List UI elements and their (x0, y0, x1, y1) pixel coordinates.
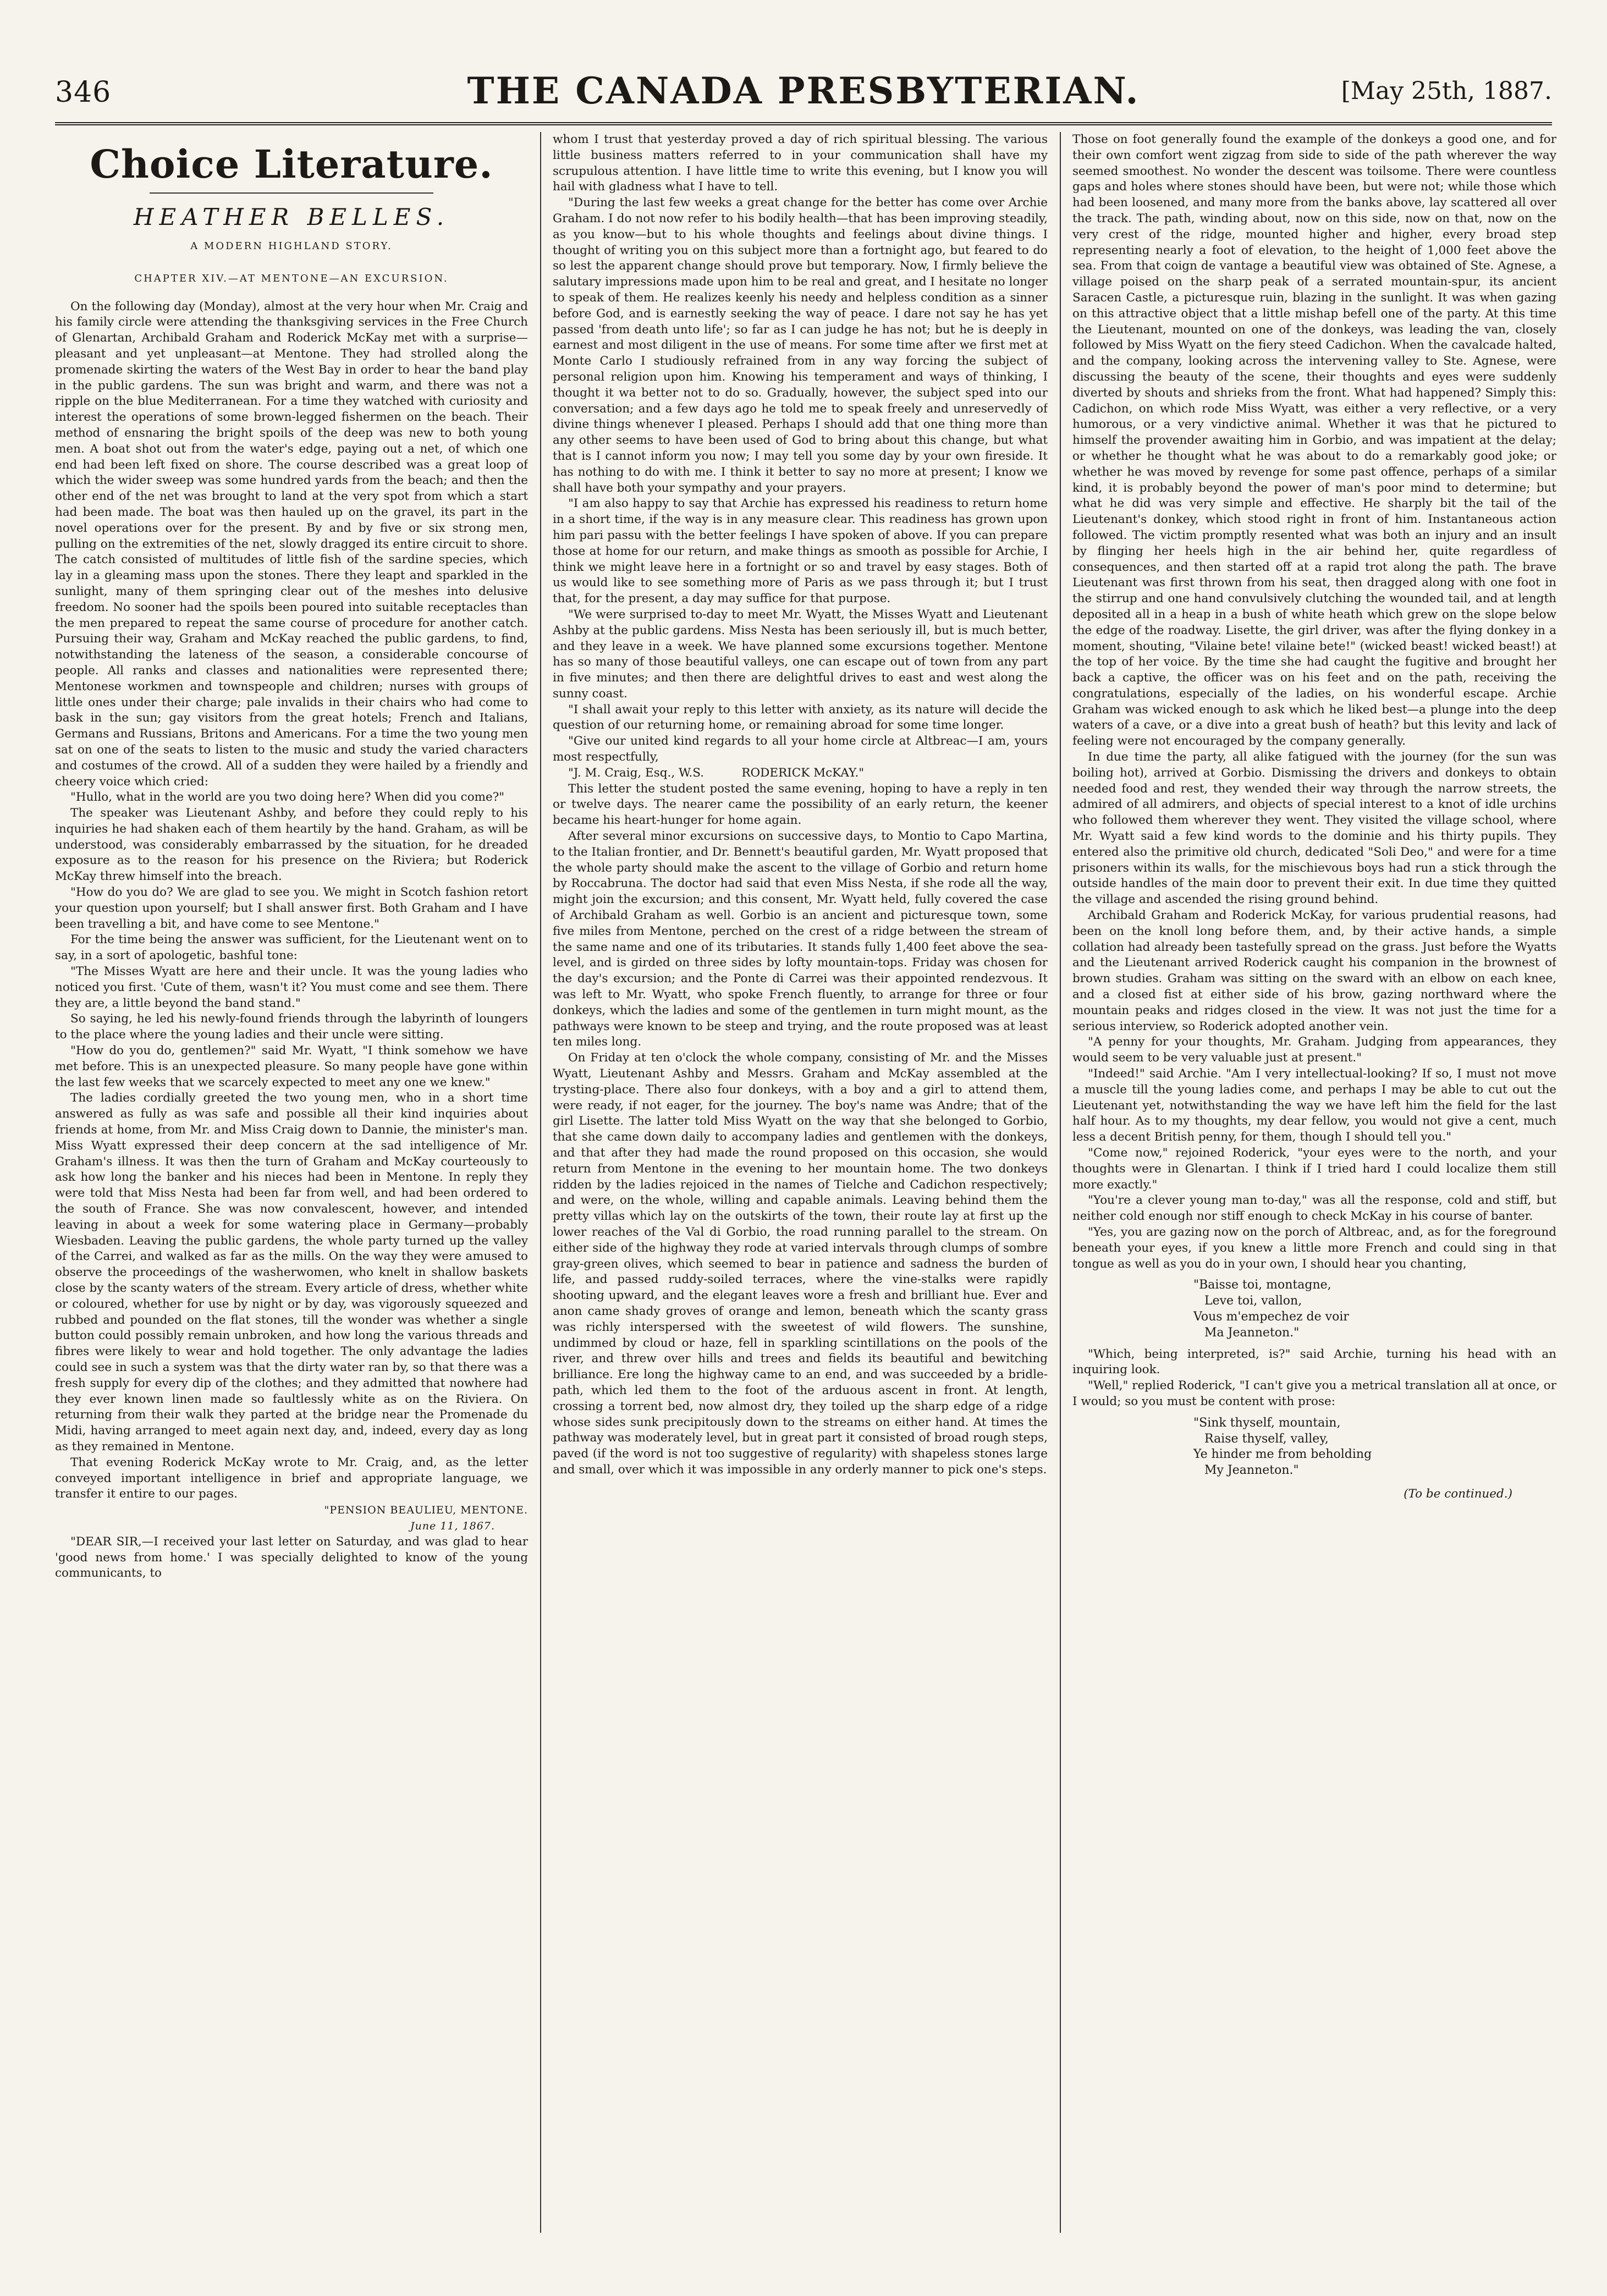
paragraph: The speaker was Lieutenant Ashby, and before they could reply to his inquiries he had shaken each of them heartily by the hand. Graham, as will be understood, was considerably embarrassed by the situation, for he dreaded exposure as to the reason for his presence on the Riviera; but Roderick McKay threw himself into the breach. (55, 806, 528, 884)
paragraph: "Indeed!" said Archie. "Am I very intellectual-looking? If so, I must not move a muscle till the young ladies come, and perhaps I may be able to cut out the Lieutenant yet, notwithstanding the way we have left him the field for the last half hour. As to my thoughts, my dear fellow, you would not give a cent, much less a decent British penny, for them, though I should tell you." (1072, 1067, 1556, 1144)
letter-dateline-date: June 11, 1867. (410, 1519, 495, 1532)
column-2 (553, 132, 1048, 2233)
paragraph: For the time being the answer was sufficient, for the Lieutenant went on to say, in a sort of apologetic, bashful tone: (55, 933, 528, 963)
column-rule (540, 132, 541, 2233)
paragraph: "I shall await your reply to this letter with anxiety, as its nature will decide the question of our returning home, or remaining abroad for some time longer. (553, 702, 1048, 733)
verse-line: Raise thyself, valley, (1204, 1431, 1329, 1446)
paragraph: "Well," replied Roderick, "I can't give you a metrical translation all at once, or I would; so you must be content with prose: (1072, 1379, 1556, 1408)
paragraph: Archibald Graham and Roderick McKay, for various prudential reasons, had been on the knoll long before them, and, by their active hands, a simple collation had already been tastefully spread on the grass. Just before the Wyatts and the Lieutenant arrived Roderick caught his companion in the brownest of brown studies. Graham was sitting on the sward with an elbow on each knee, and a closed fist at either side of his brow, gazing northward where the mountain peaks and ridges closed in the view. It was not just the time for a serious interview, so Roderick adopted another vein. (1072, 909, 1556, 1033)
paragraph: "You're a clever young man to-day," was all the response, cold and stiff, but neither cold enough nor stiff enough to check McKay in his course of banter. (1072, 1193, 1556, 1224)
paragraph: "How do you do, gentlemen?" said Mr. Wyatt, "I think somehow we have met before. This is an unexpected pleasure. So many people have gone within the last few weeks that we scarcely expected to meet any one we knew." (55, 1044, 528, 1089)
page-number: 346 (55, 76, 112, 109)
paragraph: "Come now," rejoined Roderick, "your eyes were to the north, and your thoughts were in Glenartan. I think if I tried hard I could localize them still more exactly." (1072, 1146, 1556, 1192)
paragraph: So saying, he led his newly-found friends through the labyrinth of loungers to the place where the young ladies and their uncle were sitting. (55, 1012, 528, 1042)
masthead (55, 66, 1552, 126)
paragraph: Those on foot generally found the example of the donkeys a good one, and for their own comfort went zigzag from side to side of the path wherever the way seemed smoothest. No wonder the descent was toilsome. There were countless gaps and holes where stones should have been, but were not; while those which had been loosened, and many more from the banks above, lay scattered all over the track. The path, winding about, now on this side, now on that, now on the very crest of the ridge, mounted higher and higher, every broad step representing nearly a foot of elevation, to the height of 1,000 feet above the sea. From that coign de vantage a beautiful view was obtained of Ste. Agnese, a village poised on the sharp peak of a serrated mountain-spur, its ancient Saracen Castle, a picturesque ruin, blazing in the sunlight. It was when gazing on this attractive object that a little mishap befell one of the party. At this time the Lieutenant, mounted on one of the donkeys, was leading the van, closely followed by Miss Wyatt on the fiery steed Cadichon. When the cavalcade halted, and the company, looking across the intervening valley to Ste. Agnese, were discussing the beauty of the scene, their thoughts and eyes were suddenly diverted by shouts and shrieks from the front. What had happened? Simply this: Cadichon, on which rode Miss Wyatt, was either a very reflective, or a very humorous, or a very vindictive animal. Whether it was that he pictured to himself the provender awaiting him in Gorbio, and was impatient at the delay; or whether he thought what he was about to do a remarkably good joke; or whether he was moved by revenge for some past offence, perhaps of a similar kind, it is probably beyond the power of man's poor mind to determine; but what he did was very simple and effective. He sharply bit the tail of the Lieutenant's donkey, which stood right in front of him. Instantaneous action followed. The victim promptly resented what was both an injury and an insult by flinging her heels high in the air behind her, quite regardless of consequences, and then started off at a rapid trot along the path. The brave Lieutenant was first thrown from his seat, then dragged along with one foot in the stirrup and one hand convulsively clutching the wounded tail, and at length deposited all in a heap in a bush of white heath which grew on the slope below the edge of the roadway. Lisette, the girl driver, was after the flying donkey in a moment, shouting, "Vilaine bete! vilaine bete!" (wicked beast! wicked beast!) at the top of her voice. By the time she had caught the fugitive and brought her back a captive, the officer was on his feet and on the path, receiving the congratulations, especially of the ladies, on his wonderful escape. Archie Graham was wicked enough to ask which he liked best—a plunge into the deep waters of a cave, or a dive into a great bush of heath? but this levity and lack of feeling were not encouraged by the company generally. (1072, 133, 1556, 748)
verse-line: "Baisse toi, montagne, (1193, 1278, 1331, 1292)
newspaper-title: THE CANADA PRESBYTERIAN. (467, 69, 1140, 112)
column-3 (1072, 132, 1556, 2233)
chapter-heading: CHAPTER XIV.—AT MENTONE—AN EXCURSION. (134, 272, 449, 284)
paragraph: "The Misses Wyatt are here and their uncle. It was the young ladies who noticed you first. 'Cute of them, wasn't it? You must come and see them. There they are, a little beyond the band stand." (55, 965, 528, 1010)
column-1 (55, 132, 528, 2233)
paragraph: That evening Roderick McKay wrote to Mr. Craig, and, as the letter conveyed important intelligence in brief and appropriate language, we transfer it entire to our pages. (55, 1455, 528, 1501)
paragraph: "Hullo, what in the world are you two doing here? When did you come?" (70, 790, 505, 805)
paragraph: "A penny for your thoughts, Mr. Graham. Judging from appearances, they would seem to be very valuable just at present." (1072, 1035, 1556, 1065)
paragraph: "We were surprised to-day to meet Mr. Wyatt, the Misses Wyatt and Lieutenant Ashby at the public gardens. Miss Nesta has been seriously ill, but is much better, and they leave in a week. We have planned some excursions together. Mentone has so many of those beautiful valleys, one can escape out of town from any part in five minutes; and then there are delightful drives to east and west along the sunny coast. (553, 607, 1048, 701)
paragraph: "Give our united kind regards to all your home circle at Altbreac—I am, yours most respectfully, (553, 734, 1048, 764)
paragraph: In due time the party, all alike fatigued with the journey (for the sun was boiling hot), arrived at Gorbio. Dismissing the drivers and donkeys to obtain needed food and rest, they wended their way through the narrow streets, the admired of all admirers, and objects of special interest to a knot of idle urchins who followed them wherever they went. They visited the village school, where Mr. Wyatt said a few kind words to the dominie and his thirty pupils. They entered also the primitive old church, dedicated "Soli Deo," and were for a time prisoners within its walls, for the mischievous boys had run a stick through the outside handles of the main door to prevent their exit. In due time they quitted the village and ascended the rising ground behind. (1072, 750, 1556, 907)
paragraph: "Which, being interpreted, is?" said Archie, turning his head with an inquiring look. (1072, 1347, 1556, 1377)
paragraph: whom I trust that yesterday proved a day of rich spiritual blessing. The various little business matters referred to in your communication shall have my scrupulous attention. I have little time to write this evening, but I know you will hail with gladness what I have to tell. (553, 133, 1048, 194)
letter-opening: "DEAR SIR,—I received your last letter on Saturday, and was glad to hear 'good news from home.' I was specially delighted to know of the young communicants, to (55, 1534, 528, 1581)
title-rule (150, 192, 433, 194)
letter-dateline-place: "PENSION BEAULIEU, MENTONE. (324, 1504, 528, 1517)
paragraph: On Friday at ten o'clock the whole company, consisting of Mr. and the Misses Wyatt, Lieutenant Ashby and Messrs. Graham and McKay assembled at the trysting-place. There also four donkeys, with a boy and a girl to attend them, were ready, if not eager, for the journey. The boy's name was Andre; that of the girl Lisette. The latter told Miss Wyatt on the way that she belonged to Gorbio, that she came down daily to accompany ladies and gentlemen with the donkeys, and that after they had made the round proposed on this occasion, she would return from Mentone in the evening to her mountain home. The two donkeys ridden by the ladies rejoiced in the names of Tielche and Cadichon respectively; and were, on the whole, willing and capable animals. Leaving behind them the pretty villas which lay on the outskirts of the town, their route lay at first up the lower reaches of the Val di Gorbio, the road running parallel to the stream. On either side of the highway they rode at varied intervals through clumps of sombre gray-green olives, which seemed to bear in patience and sadness the burden of life, and passed ruddy-soiled terraces, where the vine-stalks were rapidly shooting upward, and the elegant leaves wore a fresh and brilliant hue. Ever and anon came shady groves of orange and lemon, beneath which the scanty grass was richly interspersed with the sweetest of wild flowers. The sunshine, undimmed by cloud or haze, fell in sparkling scintillations on the pools of the river, and threw over hills and trees and fields its beautiful and bewitching brilliance. Ere long the highway came to an end, and was succeeded by a bridle-path, which led them to the foot of the arduous ascent in front. At length, crossing a torrent bed, now almost dry, they toiled up the sharp edge of a ridge whose sides sunk precipitously down to the streams on either hand. At times the pathway was moderately level, but in great part it consisted of broad rough steps, paved (if the word is not too suggestive of regularity) with shapeless stones large and small, over which it was impossible in any orderly manner to pick one's steps. (553, 1051, 1048, 1477)
verse-line: "Sink thyself, mountain, (1193, 1416, 1341, 1430)
paragraph: "Yes, you are gazing now on the porch of Altbreac, and, as for the foreground beneath your eyes, if you knew a little more French and could sing in that tongue as well as you do in your own, I should hear you chanting, (1072, 1225, 1556, 1271)
column-rule (1060, 132, 1061, 2233)
paragraph: This letter the student posted the same evening, hoping to have a reply in ten or twelve days. The nearer came the possibility of an early return, the keener became his heart-hunger for home again. (553, 781, 1048, 828)
letter-signature: "J. M. Craig, Esq., W.S. RODERICK McKAY." (568, 766, 865, 780)
verse-line: My Jeanneton." (1204, 1463, 1299, 1478)
paragraph: "How do you do? We are glad to see you. We might in Scotch fashion retort your question upon yourself; but I shall answer first. Both Graham and I have been travelling a bit, and have come to see Mentone." (55, 885, 528, 931)
paragraph: The ladies cordially greeted the two young men, who in a short time answered as fully as was safe and possible all their kind inquiries about friends at home, from Mr. and Miss Craig down to Dannie, the minister's man. Miss Wyatt expressed their deep concern at the sad intelligence of Mr. Graham's illness. It was then the turn of Graham and McKay courteously to ask how long the banker and his nieces had been in Mentone. In reply they were told that Miss Nesta had been far from well, and had been ordered to the south of France. She was now convalescent, however, and intended leaving in about a week for some watering place in Germany—probably Wiesbaden. Leaving the public gardens, the whole party turned up the valley of the Carrei, and walked as far as the mills. On the way they were amused to observe the proceedings of the washerwomen, who knelt in shallow baskets close by the scanty waters of the stream. Every article of dress, whether white or coloured, whether for use by night or by day, was vigorously squeezed and rubbed and pounded on the flat stones, till the wonder was whether a single button could possibly remain unbroken, and how long the various threads and fibres were likely to wear and hold together. The only advantage the ladies could see in such a system was that the dirty water ran by, so that there was a fresh supply for every dip of the clothes; and they admitted that nowhere had they ever known linen made so faultlessly white as on the Riviera. On returning from their walk they parted at the bridge near the Promenade du Midi, having arranged to meet again next day, and, indeed, every day as long as they remained in Mentone. (55, 1091, 528, 1453)
verse-line: Ma Jeanneton." (1204, 1325, 1300, 1340)
section-title: Choice Literature. (90, 141, 493, 187)
verse-line: Vous m'empechez de voir (1193, 1309, 1349, 1324)
verse-line: Ye hinder me from beholding (1193, 1447, 1372, 1462)
story-subtitle: A MODERN HIGHLAND STORY. (190, 240, 393, 252)
paragraph: "During the last few weeks a great change for the better has come over Archie Graham. I do not now refer to his bodily health—that has been improving steadily, as you know—but to his whole thoughts and feelings about divine things. I thought of writing you on this subject more than a fortnight ago, but feared to do so lest the apparent change should prove but temporary. Now, I firmly believe the salutary impressions made upon him to be real and great, and I hesitate no longer to speak of them. He realizes keenly his needy and helpless condition as a sinner before God, and is earnestly seeking the way of peace. I dare not say he has yet passed 'from death unto life'; so far as I can judge he has not; but he is deeply in earnest and most diligent in the use of means. For some time after we first met at Monte Carlo I studiously refrained from in any way forcing the subject of personal religion upon him. Knowing his temperament and ways of thinking, I thought it wa better not to do so. Gradually, however, the subject sped into our conversation; and a few days ago he told me to speak freely and unreservedly of divine things whenever I pleased. Perhaps I should add that one thing more than any other seems to have been used of God to bring about this change, but what that is I cannot inform you now; I may tell you some day by your own fireside. It has nothing to do with me. I think it better to say no more at present; I know we shall have both your sympathy and your prayers. (553, 196, 1048, 495)
continued-note: (To be continued.) (1404, 1486, 1512, 1501)
verse-line: Leve toi, vallon, (1204, 1294, 1302, 1308)
issue-date: [May 25th, 1887. (1341, 77, 1552, 105)
paragraph: On the following day (Monday), almost at the very hour when Mr. Craig and his family circle were attending the thanksgiving services in the Free Church of Glenartan, Archibald Graham and Roderick McKay met with a surprise—pleasant and yet unpleasant—at Mentone. They had strolled along the promenade skirting the waters of the West Bay in order to hear the band play in the public gardens. The sun was bright and warm, and there was not a ripple on the blue Mediterranean. For a time they watched with curiosity and interest the operations of some brown-legged fishermen on the beach. Their method of ensnaring the bright spoils of the deep was new to both young men. A boat shot out from the water's edge, paying out a net, of which one end had been left fixed on shore. The course described was a great loop of which the wider sweep was some hundred yards from the beach; and then the other end of the net was brought to land at the very spot from which a start had been made. The boat was then hauled up on the gravel, its part in the novel operations over for the present. By and by five or six strong men, pulling on the extremities of the net, slowly dragged its entire circuit to shore. The catch consisted of multitudes of little fish of the sardine species, which lay in a gleaming mass upon the stones. There they leapt and sparkled in the sunlight, many of them springing clear out of the meshes into delusive freedom. No sooner had the spoils been poured into suitable receptacles than the men prepared to repeat the same course of procedure for another catch. Pursuing their way, Graham and McKay reached the public gardens, to find, notwithstanding the lateness of the season, a considerable concourse of people. All ranks and classes and nationalities were represented there; Mentonese workmen and townspeople and children; nurses with groups of little ones under their charge; pale invalids in their chairs who had come to bask in the sun; gay visitors from the great hotels; French and Italians, Germans and Russians, Britons and Americans. For a time the two young men sat on one of the seats to listen to the music and study the varied characters and costumes of the crowd. All of a sudden they were hailed by a friendly and cheery voice which cried: (55, 299, 528, 789)
story-title: HEATHER BELLES. (133, 203, 450, 230)
paragraph: "I am also happy to say that Archie has expressed his readiness to return home in a short time, if the way is in any measure clear. This readiness has grown upon him pari passu with the better feelings I have spoken of above. If you can prepare those at home for our return, and make things as smooth as possible for Archie, I think we might leave here in a fortnight or so and travel by easy stages. Both of us would like to see something more of Paris as we pass through it; but I trust that, for the present, a day may suffice for that purpose. (553, 497, 1048, 606)
paragraph: After several minor excursions on successive days, to Montio to Capo Martina, to the Italian frontier, and Dr. Bennett's beautiful garden, Mr. Wyatt proposed that the whole party should make the ascent to the village of Gorbio and return home by Roccabruna. The doctor had said that even Miss Nesta, if she rode all the way, might join the excursion; and this consent, Mr. Wyatt held, fully covered the case of Archibald Graham as well. Gorbio is an ancient and picturesque town, some five miles from Mentone, perched on the crest of a ridge between the stream of the same name and one of its tributaries. It stands fully 1,400 feet above the sea-level, and is girded on three sides by lofty mountain-tops. Friday was chosen for the day's excursion; and the Ponte di Carrei was their appointed rendezvous. It was left to Mr. Wyatt, who spoke French fluently, to arrange for three or four donkeys, which the ladies and some of the gentlemen in turn might mount, as the pathways were known to be steep and trying, and the route proposed was at least ten miles long. (553, 829, 1048, 1049)
masthead-rule (55, 122, 1552, 125)
